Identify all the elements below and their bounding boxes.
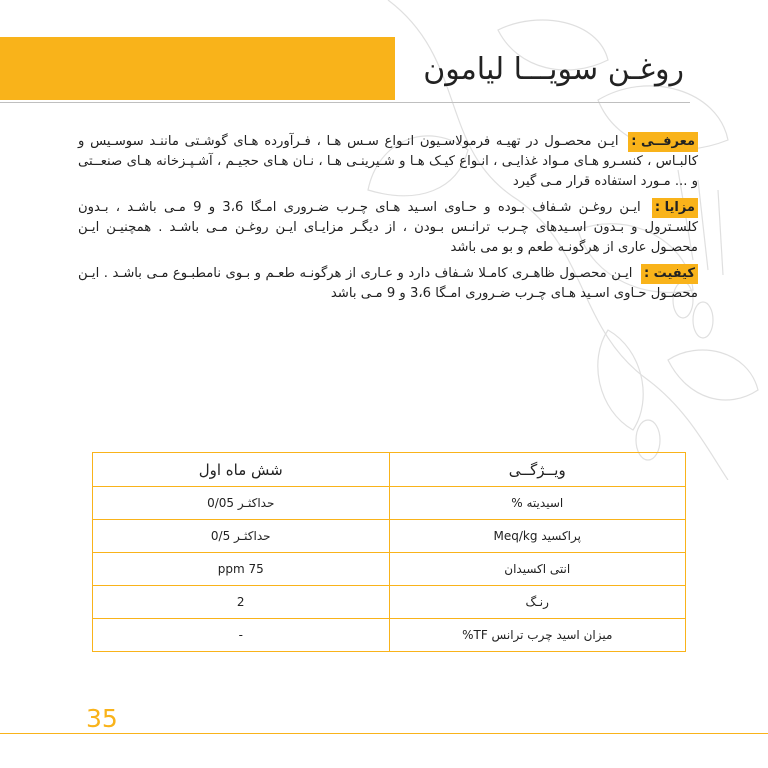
row-property: میزان اسید چرب ترانس TF% <box>389 619 686 652</box>
row-property: رنـگ <box>389 586 686 619</box>
header-value: شش ماه اول <box>93 453 390 487</box>
benefits-label: مزایا : <box>652 198 698 218</box>
table-row <box>93 619 686 652</box>
intro-label: معرفــی : <box>628 132 698 152</box>
title-divider <box>0 102 690 103</box>
table-row <box>93 487 686 520</box>
footer-divider <box>0 733 768 734</box>
row-value: - <box>93 619 390 652</box>
header-property: ویــژگــی <box>389 453 686 487</box>
table-row <box>93 553 686 586</box>
quality-text: ایـن محصـول ظاهـری کامـلا شـفاف دارد و عـاری از هرگونـه طعـم و بـوی نامطبـوع مـی باشـد . ایـن محصـول حـاوی اسـید هـای چـرب ضـروری امـگا 3،6 و 9 مـی باشد <box>78 266 698 301</box>
row-value: ppm 75 <box>93 553 390 586</box>
row-property: انتی اکسیدان <box>389 553 686 586</box>
table-row <box>93 586 686 619</box>
title-accent-bar <box>0 37 395 100</box>
product-description <box>78 132 698 310</box>
quality-label: کیفیت : <box>641 264 698 284</box>
row-property: پراکسید Meq/kg <box>389 520 686 553</box>
quality-paragraph <box>78 264 698 304</box>
benefits-paragraph <box>78 198 698 258</box>
intro-text: ایـن محصـول در تهیـه فرمولاسـیون انـواع سـس هـا ، فـرآورده هـای گوشـتی ماننـد سوسـیس و کالبـاس ، کنسـرو هـای مـواد غذایـی ، انـواع کیـک هـا و شـیرینـی هـا ، نـان هـای حجیـم ، آشـپـزخانه هـای صنعــتی و ... مـورد استفاده قرار مـی گیرد <box>78 134 698 189</box>
benefits-text: ایـن روغـن شـفاف بـوده و حـاوی اسـید هـای چـرب ضـروری امـگا 3،6 و 9 مـی باشـد ، بـدون کلسـترول و بـدون اسـیدهای چـرب ترانـس بـودن ، از دیگـر مزایـای ایـن روغـن مـی باشـد . همچنیـن ایـن محصـول عاری از هرگونـه طعم و بو می باشد <box>78 200 698 255</box>
row-value: 2 <box>93 586 390 619</box>
row-value: حداکثـر 0/05 <box>93 487 390 520</box>
page-number: 35 <box>86 704 118 733</box>
table-header-row <box>93 453 686 487</box>
page-title: روغـن سویـــا لیامون <box>423 52 684 87</box>
specification-table <box>92 452 686 652</box>
table-row <box>93 520 686 553</box>
intro-paragraph <box>78 132 698 192</box>
row-value: حداکثـر 0/5 <box>93 520 390 553</box>
row-property: اسیدیته % <box>389 487 686 520</box>
